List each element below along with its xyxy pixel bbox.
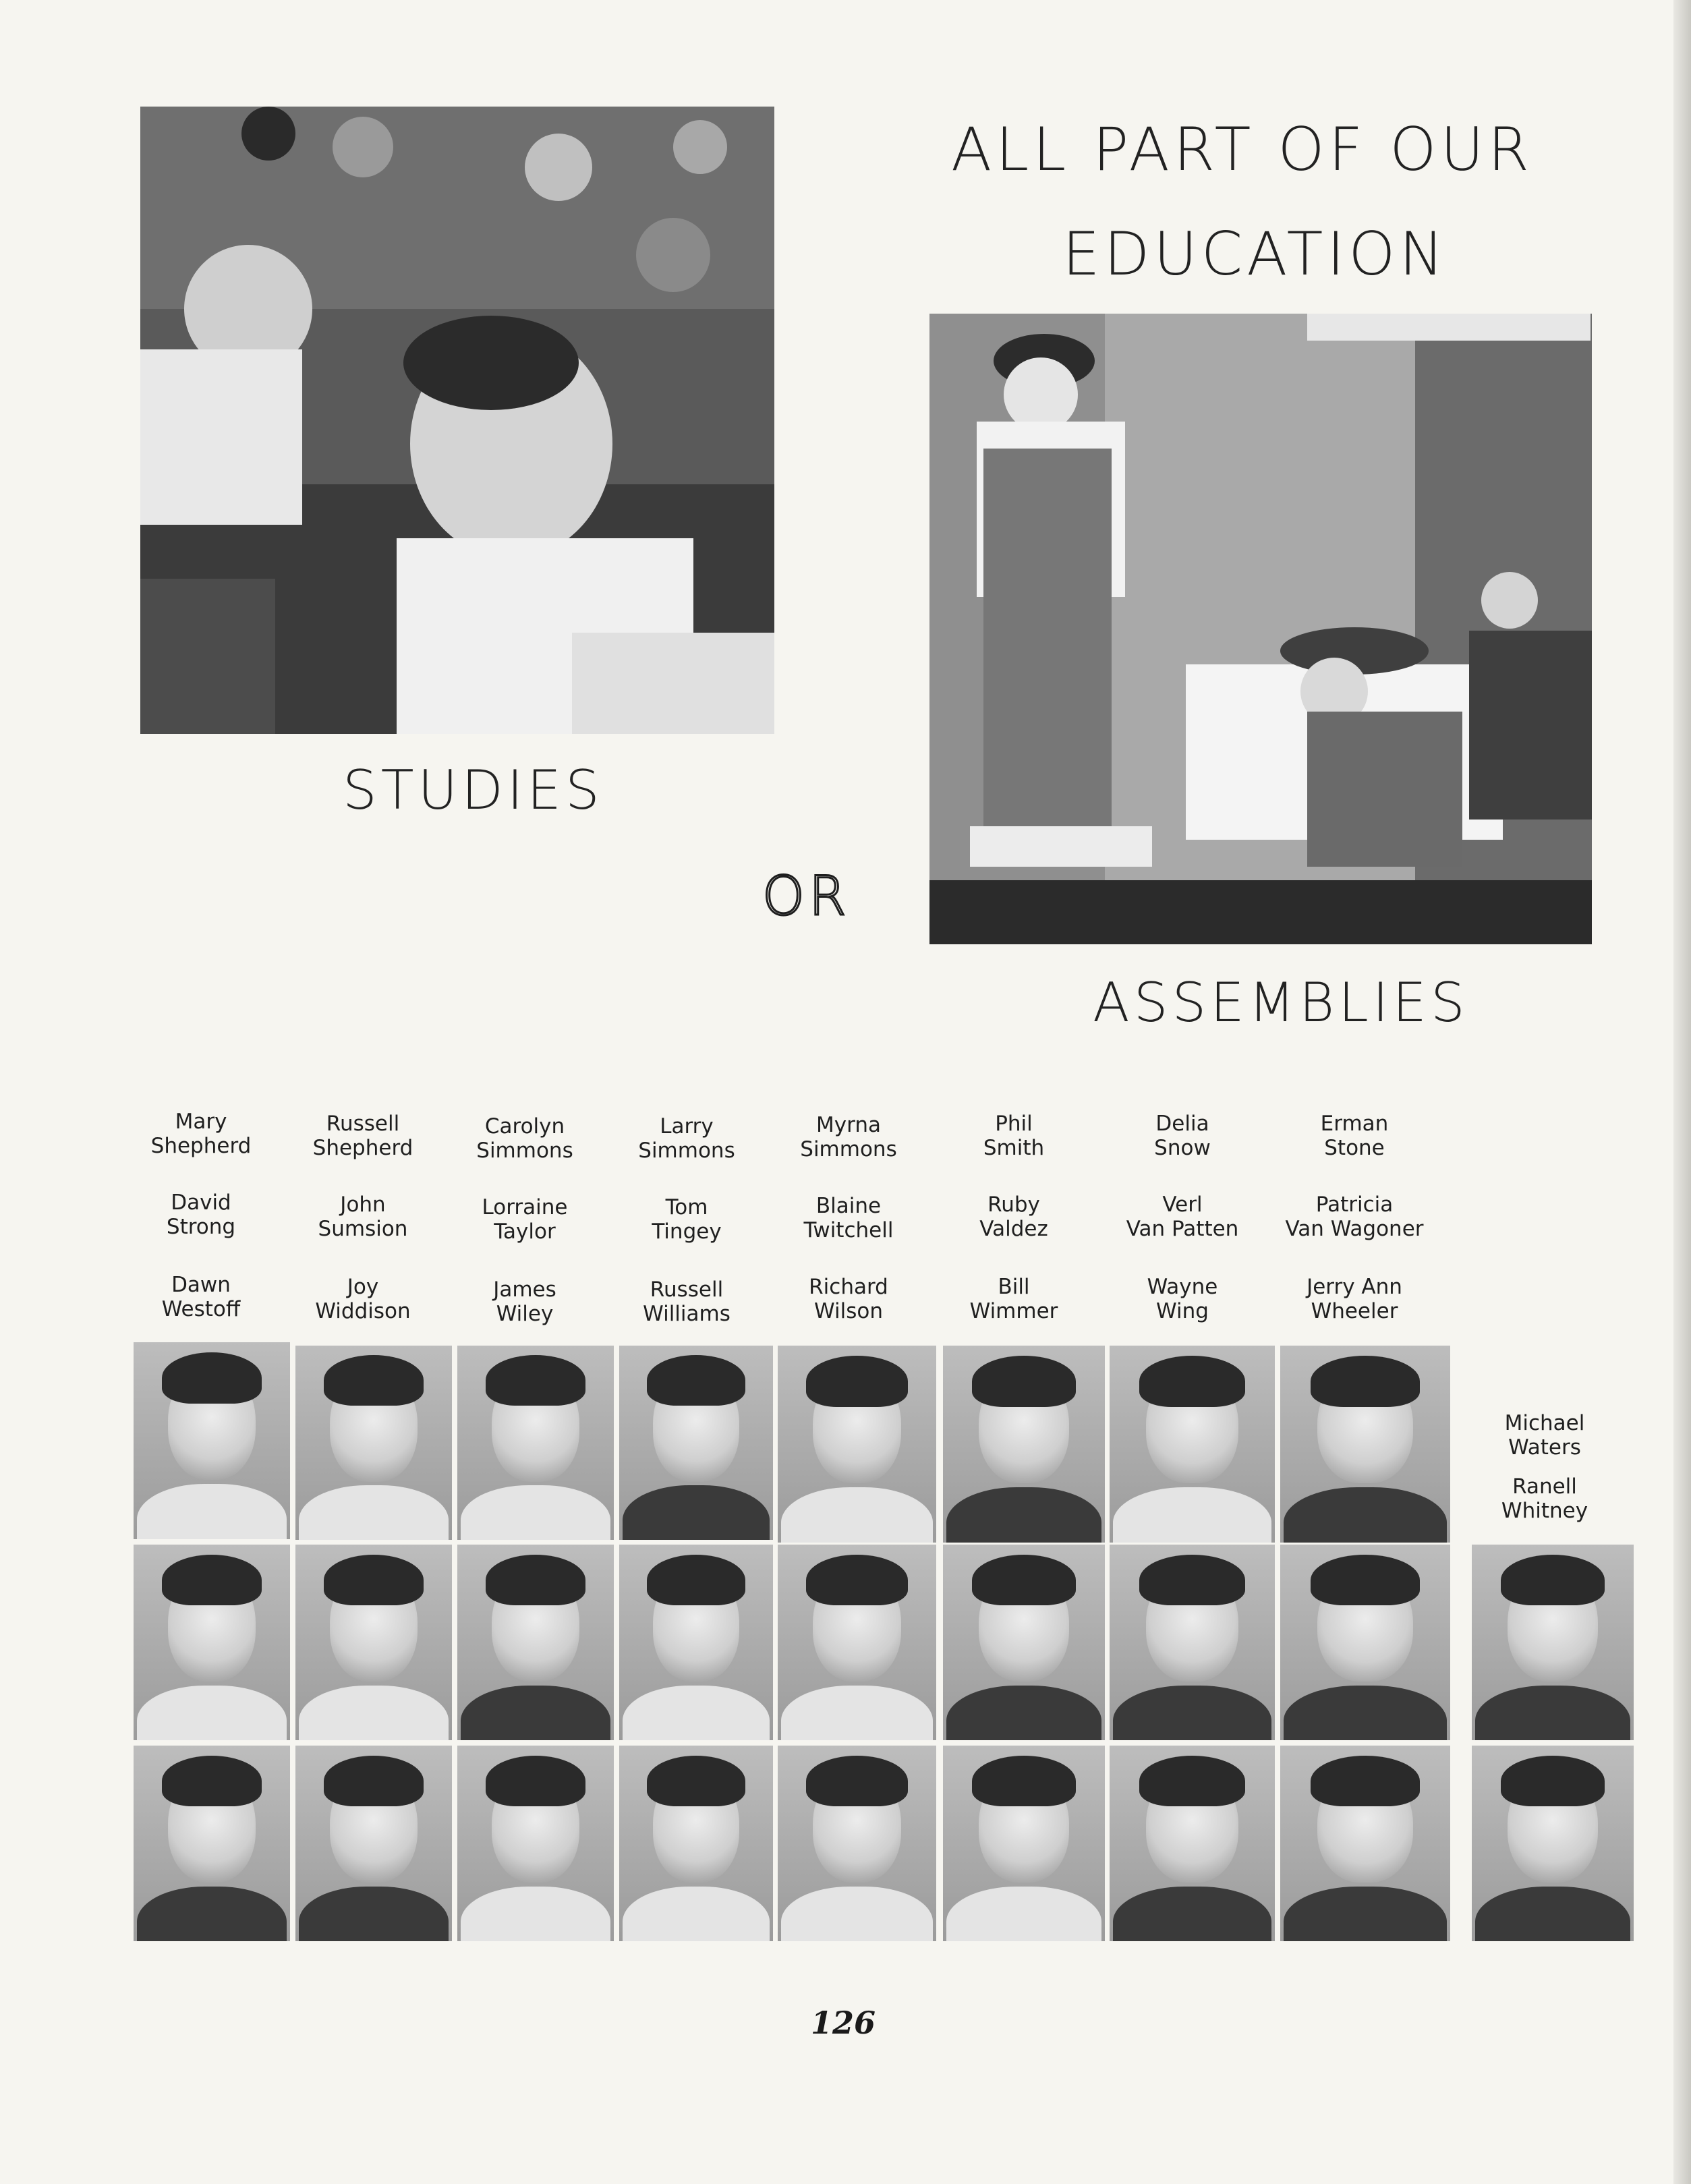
portrait bbox=[943, 1545, 1105, 1740]
portrait bbox=[457, 1746, 614, 1941]
name-david-strong: David Strong bbox=[166, 1190, 236, 1239]
name-michael-waters: Michael Waters bbox=[1504, 1411, 1585, 1460]
name-richard-wilson: Richard Wilson bbox=[809, 1275, 888, 1323]
portrait bbox=[134, 1545, 290, 1740]
name-verl-van-patten: Verl Van Patten bbox=[1126, 1192, 1239, 1241]
name-delia-snow: Delia Snow bbox=[1154, 1112, 1211, 1160]
heading-assemblies: ASSEMBLIES bbox=[1093, 971, 1469, 1034]
portrait bbox=[1472, 1746, 1634, 1941]
portrait bbox=[619, 1746, 773, 1941]
portrait bbox=[1280, 1545, 1450, 1740]
portrait bbox=[134, 1746, 290, 1941]
portrait bbox=[943, 1346, 1105, 1543]
name-tom-tingey: Tom Tingey bbox=[652, 1195, 722, 1244]
name-james-wiley: James Wiley bbox=[493, 1277, 556, 1326]
portrait bbox=[1280, 1746, 1450, 1941]
portrait bbox=[295, 1746, 452, 1941]
portrait bbox=[943, 1746, 1105, 1941]
heading-or: OR bbox=[762, 865, 851, 927]
name-russell-shepherd: Russell Shepherd bbox=[312, 1112, 413, 1160]
portrait bbox=[778, 1746, 936, 1941]
heading-studies: STUDIES bbox=[343, 759, 604, 822]
name-john-sumsion: John Sumsion bbox=[318, 1192, 408, 1241]
portrait bbox=[1110, 1545, 1275, 1740]
portrait bbox=[457, 1545, 614, 1740]
portrait bbox=[1110, 1346, 1275, 1543]
name-jerry-ann-wheeler: Jerry Ann Wheeler bbox=[1307, 1275, 1402, 1323]
name-carolyn-simmons: Carolyn Simmons bbox=[476, 1114, 573, 1163]
name-ruby-valdez: Ruby Valdez bbox=[979, 1192, 1048, 1241]
portrait bbox=[778, 1346, 936, 1543]
portrait bbox=[778, 1545, 936, 1740]
assembly-photo bbox=[929, 314, 1592, 944]
name-patricia-van-wagoner: Patricia Van Wagoner bbox=[1285, 1192, 1424, 1241]
heading-line1: ALL PART OF OUR bbox=[951, 115, 1534, 184]
name-myrna-simmons: Myrna Simmons bbox=[800, 1113, 897, 1161]
portrait bbox=[457, 1346, 614, 1540]
name-joy-widdison: Joy Widdison bbox=[315, 1275, 411, 1323]
name-blaine-twitchell: Blaine Twitchell bbox=[803, 1194, 894, 1242]
name-wayne-wing: Wayne Wing bbox=[1147, 1275, 1218, 1323]
page-edge bbox=[1673, 0, 1691, 2184]
name-erman-stone: Erman Stone bbox=[1320, 1112, 1389, 1160]
heading-line2: EDUCATION bbox=[1062, 219, 1448, 289]
name-phil-smith: Phil Smith bbox=[983, 1112, 1045, 1160]
name-mary-shepherd: Mary Shepherd bbox=[150, 1110, 252, 1158]
name-larry-simmons: Larry Simmons bbox=[638, 1114, 735, 1163]
page-number: 126 bbox=[810, 2005, 876, 2041]
classroom-photo bbox=[140, 107, 774, 734]
name-dawn-westoff: Dawn Westoff bbox=[161, 1273, 241, 1321]
name-lorraine-taylor: Lorraine Taylor bbox=[482, 1195, 568, 1244]
name-bill-wimmer: Bill Wimmer bbox=[969, 1275, 1058, 1323]
portrait bbox=[619, 1545, 773, 1740]
portrait bbox=[1280, 1346, 1450, 1543]
portrait bbox=[134, 1342, 290, 1539]
portrait bbox=[1110, 1746, 1275, 1941]
portrait bbox=[1472, 1545, 1634, 1740]
name-russell-williams: Russell Williams bbox=[643, 1277, 730, 1326]
portrait bbox=[619, 1346, 773, 1540]
portrait bbox=[295, 1346, 452, 1540]
name-ranell-whitney: Ranell Whitney bbox=[1501, 1474, 1588, 1523]
portrait bbox=[295, 1545, 452, 1740]
